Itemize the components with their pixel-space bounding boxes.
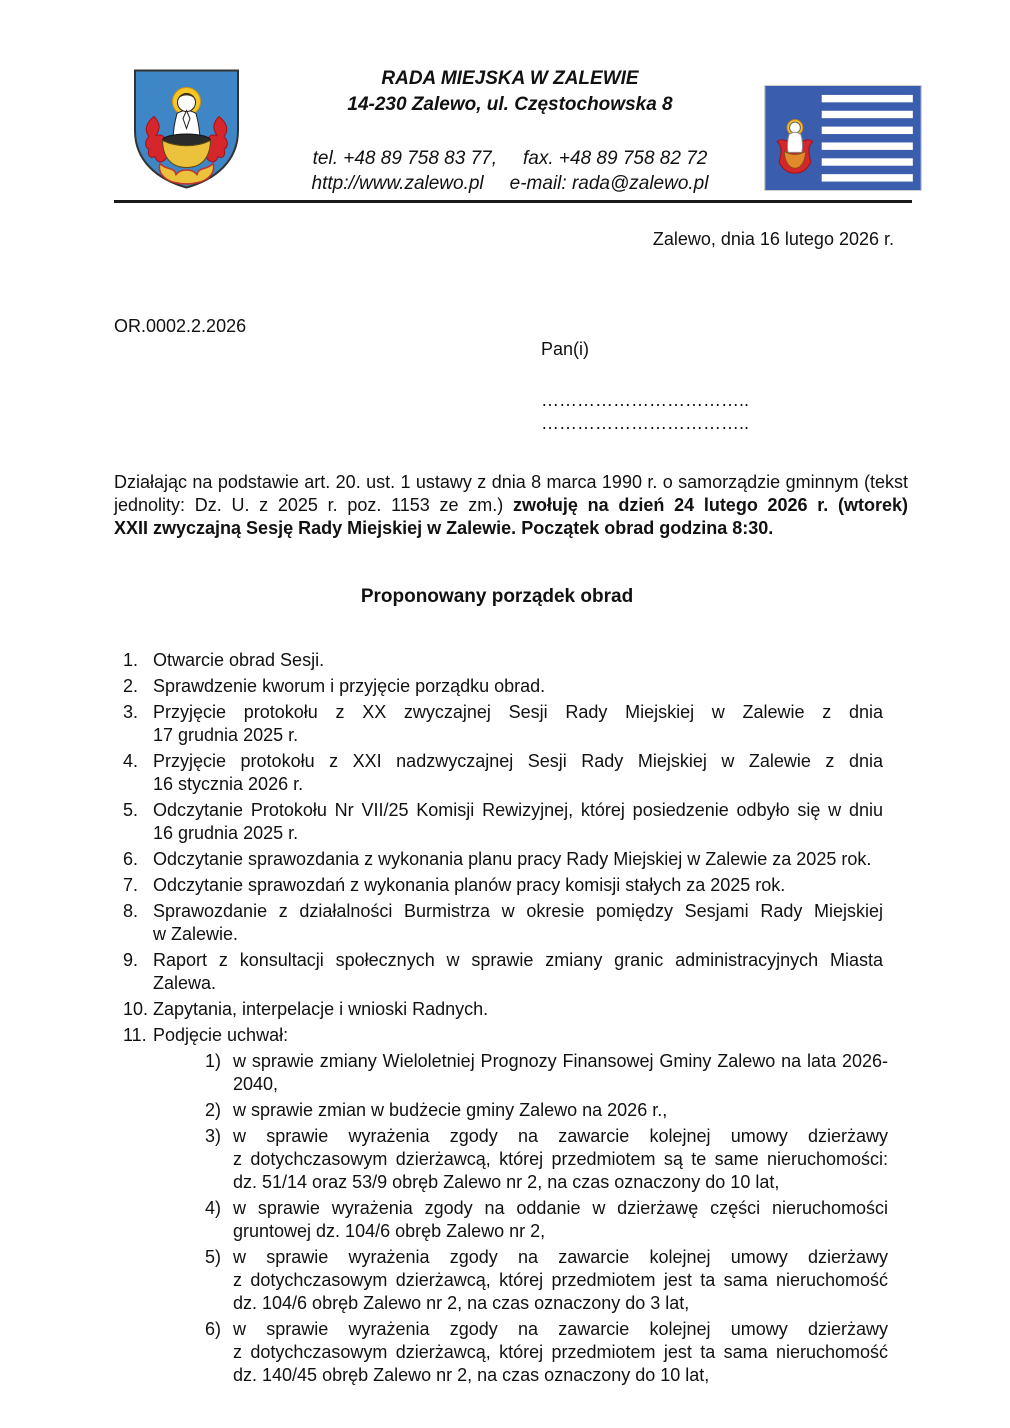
agenda-item-text: Sprawdzenie kworum i przyjęcie porządku obrad. (153, 676, 546, 696)
resolution-number: 1) (205, 1051, 222, 1071)
agenda-item-number: 4. (123, 751, 139, 771)
agenda-item-number: 6. (123, 849, 139, 869)
zalewo-flag-icon (764, 85, 922, 191)
letterhead (0, 0, 1010, 200)
agenda-item (114, 998, 908, 1021)
resolution-item (205, 1050, 908, 1096)
agenda-item-text: Odczytanie sprawozdań z wykonania planów pracy komisji stałych za 2025 rok. (153, 875, 786, 895)
agenda-item (114, 900, 908, 946)
agenda-item-text: Raport z konsultacji społecznych w sprawie zmiany granic administracyjnych Miasta Zalewa. (153, 950, 883, 993)
resolution-item (205, 1318, 908, 1387)
resolution-text: w sprawie zmian w budżecie gminy Zalewo na 2026 r., (233, 1100, 668, 1120)
agenda-item-text: Przyjęcie protokołu z XXI nadzwyczajnej Sesji Rady Miejskiej w Zalewie z dnia 16 stycznia 2026 r. (153, 751, 883, 794)
intro-convocation-bold: zwołuję na dzień 24 lutego 2026 r. (wtorek) (512, 495, 909, 515)
recipient-salutation: Pan(i) (541, 339, 590, 359)
resolution-text: w sprawie zmiany Wieloletniej Prognozy Finansowej Gminy Zalewo na lata 2026-2040, (233, 1051, 888, 1094)
resolution-number: 3) (205, 1126, 222, 1146)
resolution-item (205, 1125, 908, 1194)
organization-name: RADA MIEJSKA W ZALEWIE (381, 68, 639, 89)
agenda-item-number: 11. (123, 1025, 147, 1045)
agenda-item-number: 10. (123, 999, 149, 1019)
agenda-item (114, 874, 908, 897)
resolutions-list (205, 1050, 908, 1387)
agenda-item-text: Zapytania, interpelacje i wnioski Radnych. (153, 999, 489, 1019)
resolution-number: 6) (205, 1319, 222, 1339)
agenda-item-number: 5. (123, 800, 139, 820)
resolution-text: w sprawie wyrażenia zgody na zawarcie kolejnej umowy dzierżawy z dotychczasowym dzierżawcą, której przedmiotem są te same nieruchomości: dz. 51/14 oraz 53/9 obręb Zalewo nr 2, na czas oznaczony do 10 lat, (233, 1126, 888, 1192)
resolution-number: 2) (205, 1100, 222, 1120)
agenda-item (114, 799, 908, 845)
agenda-item (114, 1024, 908, 1047)
phone-number: tel. +48 89 758 83 77, (312, 148, 497, 169)
zalewo-coat-of-arms-icon (130, 66, 243, 192)
date-line: Zalewo, dnia 16 lutego 2026 r. (652, 229, 894, 249)
agenda-item (114, 649, 908, 672)
agenda-item-text: Przyjęcie protokołu z XX zwyczajnej Sesji Rady Miejskiej w Zalewie z dnia 17 grudnia 2025 r. (153, 702, 883, 745)
agenda-item-number: 7. (123, 875, 139, 895)
reference-number: OR.0002.2.2026 (114, 316, 247, 336)
resolution-text: w sprawie wyrażenia zgody na zawarcie kolejnej umowy dzierżawy z dotychczasowym dzierżawcą, której przedmiotem jest ta sama nieruchomość dz. 104/6 obręb Zalewo nr 2, na czas oznaczony do 3 lat, (233, 1247, 888, 1313)
phone-fax-row (250, 146, 770, 171)
fax-number: fax. +48 89 758 82 72 (523, 148, 708, 169)
resolution-number: 5) (205, 1247, 222, 1267)
agenda-item-number: 8. (123, 901, 139, 921)
agenda-item-number: 3. (123, 702, 139, 722)
agenda-item-number: 9. (123, 950, 139, 970)
intro-legal-basis: Działając na podstawie art. 20. ust. 1 ustawy z dnia 8 marca 1990 r. o samorządzie gminnym (tekst jednolity: Dz. U. z 2025 r. poz. 1153 ze zm.) (114, 472, 908, 515)
resolution-text: w sprawie wyrażenia zgody na zawarcie kolejnej umowy dzierżawy z dotychczasowym dzierżawcą, której przedmiotem jest ta sama nieruchomość dz. 140/45 obręb Zalewo nr 2, na czas oznaczony do 10 lat, (233, 1319, 888, 1385)
agenda-list (114, 649, 908, 1047)
resolution-item (205, 1197, 908, 1243)
agenda-item-text: Otwarcie obrad Sesji. (153, 650, 325, 670)
resolution-number: 4) (205, 1198, 222, 1218)
agenda-item (114, 848, 908, 871)
agenda-item (114, 750, 908, 796)
agenda-heading: Proponowany porządek obrad (360, 586, 634, 607)
agenda-item-text: Odczytanie sprawozdania z wykonania planu pracy Rady Miejskiej w Zalewie za 2025 rok. (153, 849, 872, 869)
agenda-item (114, 949, 908, 995)
email-address: e-mail: rada@zalewo.pl (509, 173, 709, 194)
resolution-item (205, 1099, 908, 1122)
recipient-name-blank: …………………………….. (541, 390, 750, 410)
agenda-item (114, 675, 908, 698)
agenda-item-text: Odczytanie Protokołu Nr VII/25 Komisji Rewizyjnej, której posiedzenie odbyło się w dniu 16 grudnia 2025 r. (153, 800, 883, 843)
agenda-item-text: Sprawozdanie z działalności Burmistrza w okresie pomiędzy Sesjami Rady Miejskiej w Zalewie. (153, 901, 883, 944)
website-url: http://www.zalewo.pl (311, 173, 484, 194)
resolution-item (205, 1246, 908, 1315)
agenda-item-number: 1. (123, 650, 139, 670)
agenda-item-text: Podjęcie uchwał: (153, 1025, 289, 1045)
resolution-text: w sprawie wyrażenia zgody na oddanie w dzierżawę części nieruchomości gruntowej dz. 104/6 obręb Zalewo nr 2, (233, 1198, 888, 1241)
letterhead-text (250, 66, 770, 196)
recipient-address-blank: …………………………….. (541, 413, 750, 433)
intro-session-line: XXII zwyczajną Sesję Rady Miejskiej w Zalewie. Początek obrad godzina 8:30. (114, 518, 774, 538)
agenda-item (114, 701, 908, 747)
organization-address: 14-230 Zalewo, ul. Częstochowska 8 (347, 94, 673, 115)
intro-paragraph (114, 471, 908, 517)
header-divider (114, 200, 912, 203)
web-email-row (250, 171, 770, 196)
agenda-item-number: 2. (123, 676, 139, 696)
